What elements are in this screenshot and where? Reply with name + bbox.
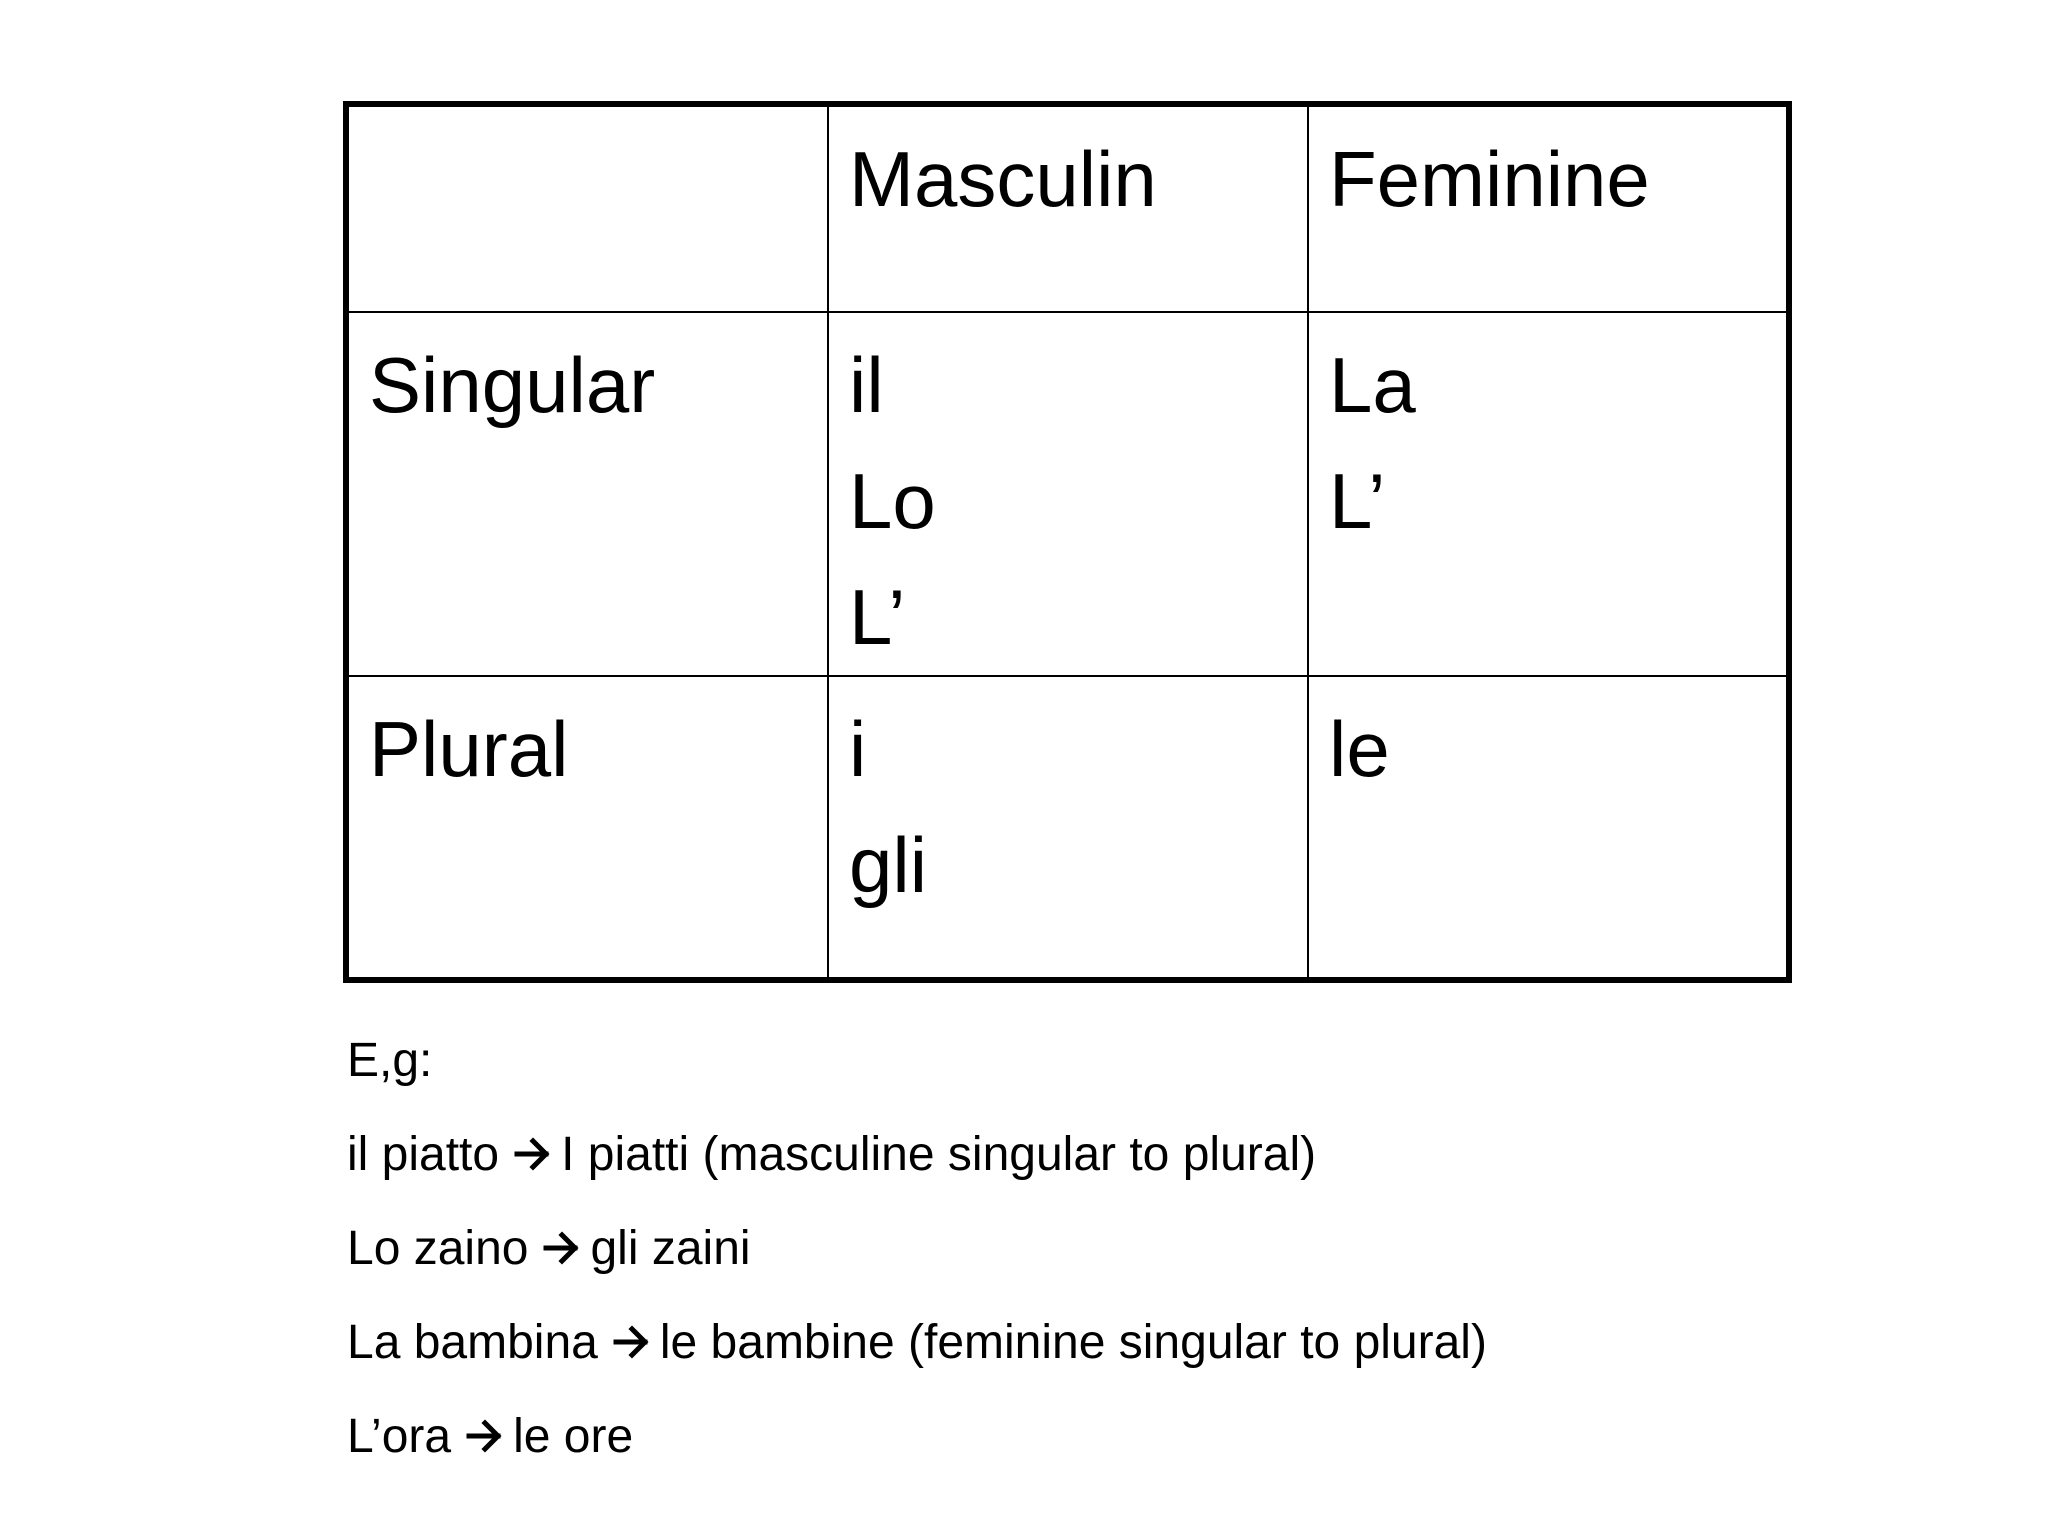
right-arrow-icon [542,1228,582,1268]
right-arrow-icon [465,1416,505,1456]
article-text: gli [849,821,928,909]
example-plural: le bambine (feminine singular to plural) [659,1316,1487,1369]
header-empty-cell [346,104,828,312]
examples-intro: E,g: [347,1034,433,1087]
table-row-singular [346,312,1789,676]
header-cell-label: Feminine [1329,135,1650,223]
article-text: il [849,341,884,429]
right-arrow-icon [612,1322,652,1362]
example-singular: Lo zaino [347,1222,529,1275]
article-text: L’ [849,573,906,661]
header-cell-label: Masculin [849,135,1157,223]
article-text: La [1329,341,1416,429]
definite-articles-table [343,101,1792,983]
example-singular: il piatto [347,1128,500,1181]
example-line [347,1124,1487,1218]
table-header-row [346,104,1789,312]
example-singular: L’ora [347,1410,452,1463]
article-text: Lo [849,457,936,545]
masculine-singular-cell [828,312,1308,676]
article-text: L’ [1329,457,1386,545]
article-text: le [1329,705,1390,793]
feminine-singular-cell [1308,312,1789,676]
row-label-cell [346,312,828,676]
header-feminine-cell [1308,104,1789,312]
feminine-plural-cell [1308,676,1789,980]
example-line [347,1218,1487,1312]
example-plural: I piatti (masculine singular to plural) [561,1128,1317,1181]
example-plural: gli zaini [590,1222,751,1275]
table-row-plural [346,676,1789,980]
example-singular: La bambina [347,1316,598,1369]
article-text: i [849,705,867,793]
example-line [347,1406,1487,1500]
examples-block [347,1030,1487,1500]
right-arrow-icon [513,1134,553,1174]
example-line [347,1312,1487,1406]
example-plural: le ore [513,1410,634,1463]
row-label: Singular [369,341,656,429]
row-label-cell [346,676,828,980]
masculine-plural-cell [828,676,1308,980]
header-masculine-cell [828,104,1308,312]
row-label: Plural [369,705,569,793]
